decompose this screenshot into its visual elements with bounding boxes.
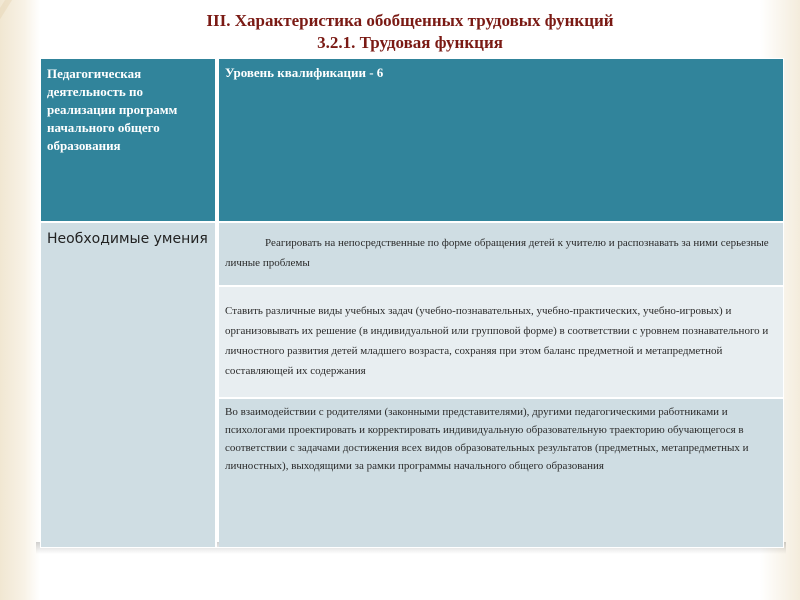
title-line-2: 3.2.1. Трудовая функция [317,33,503,52]
title-line-1: III. Характеристика обобщенных трудовых функций [206,11,614,30]
header-qualification-level: Уровень квалификации - 6 [219,59,783,221]
left-decoration [0,0,40,600]
skill-cell-2: Ставить различные виды учебных задач (учебно-познавательных, учебно-практических, учебно-игровых) и организовывать их решение (в индивидуальной или групповой форме) в соответствии с уровнем познавательного и личностного развития детей младшего возраста, сохраняя при этом баланс предметной и метапредметной составляющей их содержания [219,287,783,397]
function-table [40,58,784,548]
skill-cell-1: Реагировать на непосредственные по форме обращения детей к учителю и распознавать за ними серьезные личные проблемы [219,223,783,285]
slide-title [150,10,670,54]
skill-cell-3: Во взаимодействии с родителями (законными представителями), другими педагогическими работниками и психологами проектировать и корректировать индивидуальную образовательную траекторию обучающегося в соответствии с задачами достижения всех видов образовательных результатов (предметных, метапредметных и личностных), выходящими за рамки программы начального общего образования [219,399,783,547]
header-function-name: Педагогическая деятельность по реализации программ начального общего образования [41,59,217,221]
row-label-skills: Необходимые умения [41,223,217,547]
